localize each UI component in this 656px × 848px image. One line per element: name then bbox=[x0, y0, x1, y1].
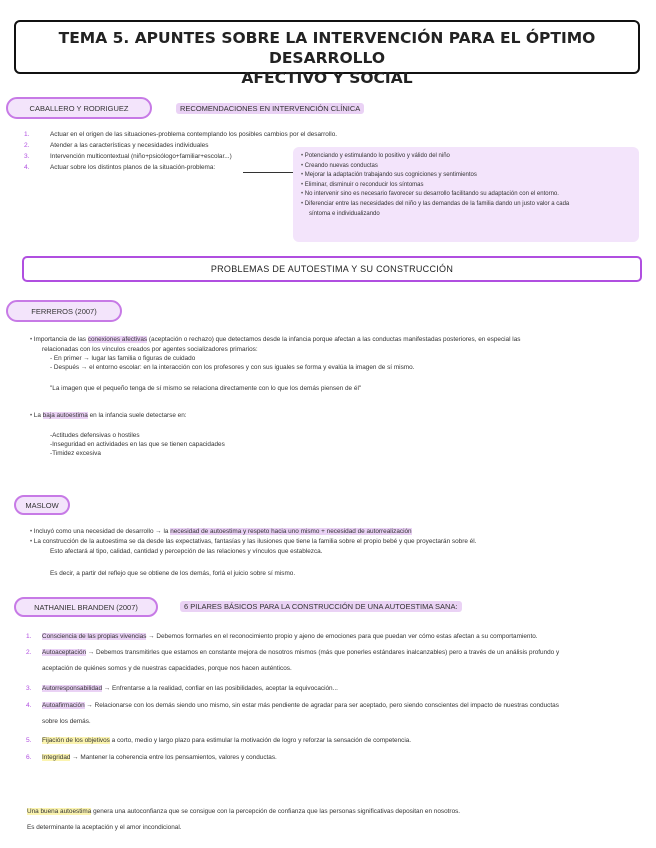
list-item: 2. Atender a las características y necesidades individuales bbox=[24, 142, 209, 149]
section-header bbox=[22, 256, 642, 282]
author-tag-caballero bbox=[6, 97, 152, 119]
section-title: PROBLEMAS DE AUTOESTIMA Y SU CONSTRUCCIÓN bbox=[210, 264, 454, 274]
caballero-list bbox=[24, 130, 337, 174]
connector-line bbox=[243, 172, 293, 173]
list-item: 1. Actuar en el origen de las situaciones-problema contemplando los posibles cambios por el desarrollo. bbox=[24, 131, 338, 138]
author-tag-caballero-label: CABALLERO Y RODRIGUEZ bbox=[29, 103, 129, 113]
author-tag-maslow-label: MASLOW bbox=[25, 500, 59, 510]
maslow-body: • Incluyó como una necesidad de desarrollo → la necesidad de autoestima y respeto hacia uno mismo + necesidad de autorrealización • La construcción de la autoestima se da desde las expectativas, fantasías y las ilusiones que tiene la familia sobre el propio bebé y que proyectarán sobre él. Esto afectará al tipo, calidad, cantidad y percepción de las relaciones y vínculos que establezca. Es decir, a partir del reflejo que se obtiene de los demás, forlá el juicio sobre sí mismo. bbox=[30, 528, 477, 577]
title-box bbox=[14, 20, 640, 87]
list-item: 1. Consciencia de las propias vivencias → Debemos formarles en el reconocimiento propio y ajeno de emociones para que puedan ver cómo estas afectan a su comportamiento. bbox=[26, 633, 538, 640]
plan-item: • Creando nuevas conductas bbox=[301, 162, 378, 169]
plan-item: • Eliminar, disminuir o reconducir los síntomas bbox=[301, 181, 424, 188]
author-tag-maslow bbox=[14, 495, 70, 515]
plan-item: • No intervenir sino es necesario favorecer su desarrollo facilitando su adaptación con el entorno. bbox=[301, 191, 559, 198]
list-item: 4. Actuar sobre los distintos planos de la situación-problema: bbox=[24, 164, 216, 171]
plan-item: • Mejorar la adaptación trabajando sus cogniciones y sentimientos bbox=[301, 172, 477, 179]
plan-item: • Potenciando y estimulando lo positivo y válido del niño bbox=[301, 153, 450, 159]
plan-item: • Diferenciar entre las necesidades del niño y las demandas de la familia dando un justo valor a cada bbox=[301, 200, 570, 207]
title-line-2: AFECTIVO Y SOCIAL bbox=[241, 69, 413, 87]
list-item: -Actitudes defensivas o hostiles bbox=[50, 432, 140, 439]
planes-panel bbox=[293, 147, 639, 242]
recommendations-heading: RECOMENDACIONES EN INTERVENCIÓN CLÍNICA bbox=[176, 103, 364, 114]
list-item: -Inseguridad en actividades en las que se tienen capacidades bbox=[50, 441, 225, 448]
footer-text: Una buena autoestima genera una autoconfianza que se consigue con la percepción de confianza que las personas significativas depositan en nosotros. Es determinante la aceptación y el amor incondicional. bbox=[27, 808, 461, 831]
list-item: 2. Autoaceptación → Debemos transmitirles que estamos en constante mejora de nosotros mismos (más que ponerles estándares inalcanzables) pero a través de un análisis profundo y aceptación de quiénes somos y de nuestras capacidades, porque nos hacen auténticos. bbox=[26, 649, 560, 672]
list-item: 3. Autorresponsabilidad → Enfrentarse a la realidad, confiar en las posibilidades, aceptar la equivocación... bbox=[26, 685, 338, 692]
plan-item: síntoma e individualizando bbox=[309, 210, 380, 217]
pillars-list bbox=[26, 632, 559, 769]
title-line-1: TEMA 5. APUNTES SOBRE LA INTERVENCIÓN PARA EL ÓPTIMO DESARROLLO bbox=[58, 29, 596, 67]
author-tag-ferreros bbox=[6, 300, 122, 322]
list-item: 4. Autoafirmación → Relacionarse con los demás siendo uno mismo, sin estar más pendiente de agradar para ser aceptado, pero siendo conscientes del impacto de nuestras conductas sobre los demás. bbox=[26, 702, 559, 725]
author-tag-ferreros-label: FERREROS (2007) bbox=[31, 306, 97, 316]
pillars-heading: 6 PILARES BÁSICOS PARA LA CONSTRUCCIÓN DE UNA AUTOESTIMA SANA: bbox=[180, 601, 462, 612]
list-item: 6. Integridad → Mantener la coherencia entre los pensamientos, valores y conductas. bbox=[26, 754, 277, 761]
list-item: 5. Fijación de los objetivos a corto, medio y largo plazo para estimular la motivación de logro y reforzar la sensación de competencia. bbox=[26, 737, 412, 744]
list-item: -Timidez excesiva bbox=[50, 450, 101, 457]
list-item: 3. Intervención multicontextual (niño+psicólogo+familiar+escolar...) bbox=[24, 153, 232, 160]
author-tag-branden-label: NATHANIEL BRANDEN (2007) bbox=[34, 602, 138, 612]
ferreros-body: • Importancia de las conexiones afectivas (aceptación o rechazo) que detectamos desde la infancia porque afectan a las conductas manifestadas posteriores, en especial las relacionadas con los vínculos creados por agentes socializadores primarios: - En primer → lugar las familia o figuras de cuidado - Después → el entorno escolar: en la interacción con los profesores y con sus iguales se forma y evalúa la imagen de sí mismo. "La imagen que el pequeño tenga de sí mismo se relaciona directamente con lo que los demás piensen de él" • La baja autoestima en la infancia suele detectarse en: -Actitudes defensivas o hostiles -Inseguridad en actividades en las que se tienen capacidades -Timidez excesiva bbox=[30, 336, 521, 457]
author-tag-branden bbox=[14, 597, 158, 617]
